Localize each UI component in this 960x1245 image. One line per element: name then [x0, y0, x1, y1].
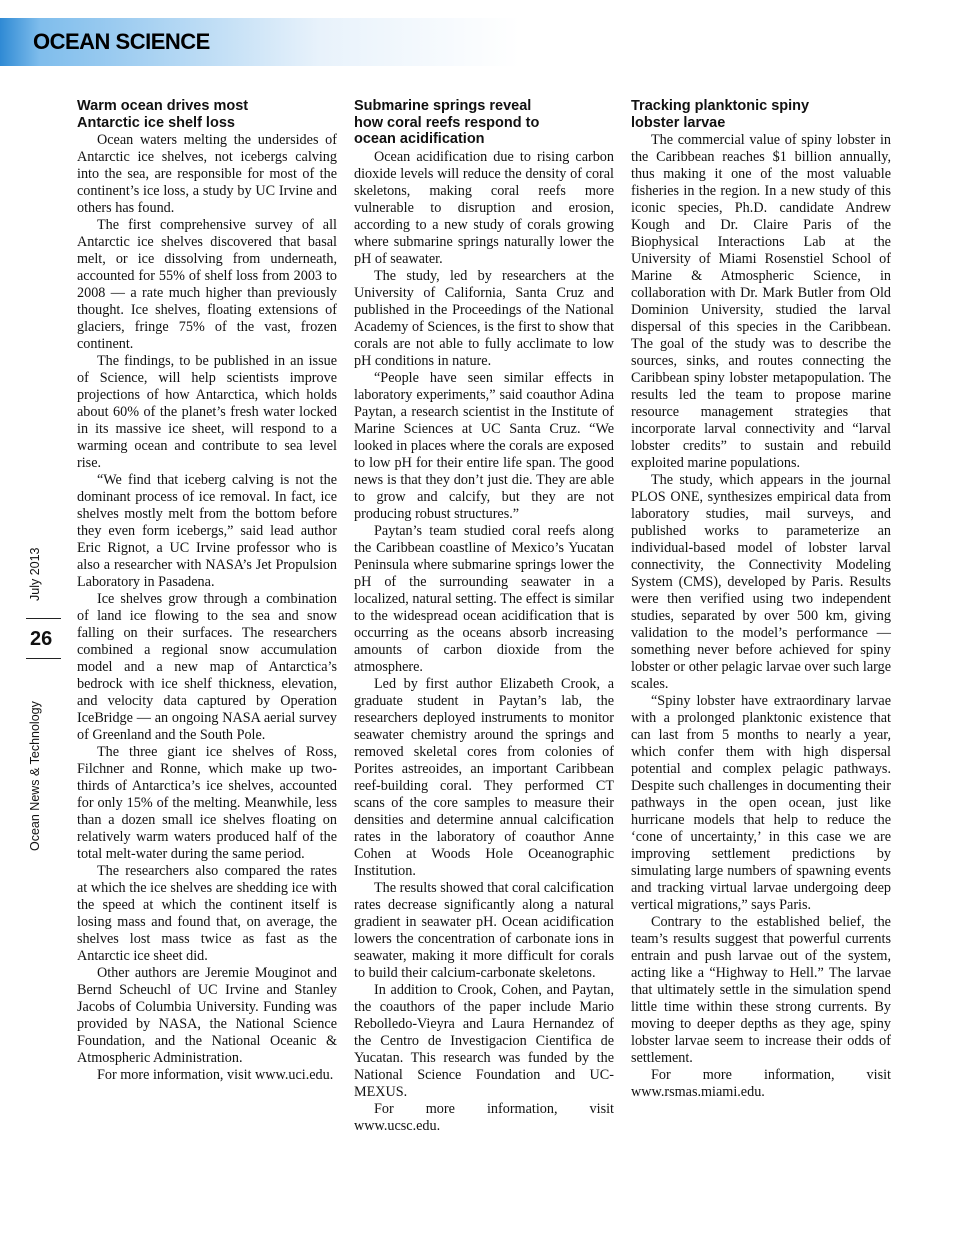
article-paragraph: “Spiny lobster have extraordinary larvae with a prolonged planktonic existence that can last from 5 months to nearly a year, which confer them with high dispersal potential and complex pelagic pathways. Despite such challenges in documenting their pathways in the open ocean, just like hurricane models that help to reduce the ‘cone of uncertainty,’ in this case we are improving settlement predictions by simulating large numbers of spawning events and tracking virtual larvae undergoing deep vertical migrations,” says Paris. — [631, 693, 891, 913]
article-info-link: For more information, visit www.rsmas.miami.edu. — [631, 1067, 891, 1100]
article-paragraph: The findings, to be published in an issue of Science, will help scientists improve projections of how Antarctica, which holds about 60% of the planet’s fresh water locked in its massive ice sheet, will respond to a warming ocean and contribute to sea level rise. — [77, 353, 337, 471]
article-spiny-lobster — [631, 98, 891, 1101]
section-title: OCEAN SCIENCE — [33, 29, 210, 54]
article-paragraph: The study, which appears in the journal PLOS ONE, synthesizes empirical data from laboratory studies, mail surveys, and published works to parameterize an individual-based model of lobster larval connectivity, the Connectivity Modeling System (CMS), developed by Paris. Results were then verified using two independent studies, separated by over 500 km, giving validation to the model’s performance — something never before achieved for spiny lobster or other pelagic larvae over such large scales. — [631, 472, 891, 692]
article-paragraph: “People have seen similar effects in laboratory experiments,” said coauthor Adina Paytan, a research scientist in the Institute of Marine Sciences at UC Santa Cruz. “We looked in places where the corals are exposed to low pH for their entire life span. The good news is that they don’t just die. They are able to grow and calcify, but they are not producing robust structures.” — [354, 369, 614, 522]
article-paragraph: Other authors are Jeremie Mouginot and Bernd Scheuchl of UC Irvine and Stanley Jacobs of Columbia University. Funding was provided by NASA, the National Science Foundation, and the National Oceanic & Atmospheric Administration. — [77, 965, 337, 1066]
article-paragraph: The researchers also compared the rates at which the ice shelves are shedding ice with the speed at which the continent itself is losing mass and found that, on average, the shelves lost mass twice as fast as the Antarctic ice sheet did. — [77, 863, 337, 964]
publication-name: Ocean News & Technology — [28, 701, 42, 851]
article-paragraph: Led by first author Elizabeth Crook, a graduate student in Paytan’s lab, the researchers deployed instruments to monitor seawater chemistry around the springs and removed skeletal cores from colonies of Porites astreoides, an important Caribbean reef-building coral. They performed CT scans of the core samples to measure their densities and determine annual calcification rates in the laboratory of coauthor Anne Cohen at Woods Hole Oceanographic Institution. — [354, 675, 614, 879]
article-ice-shelf — [77, 98, 337, 1084]
issue-date: July 2013 — [28, 547, 42, 601]
article-info-link: For more information, visit www.ucsc.edu. — [354, 1100, 614, 1134]
article-paragraph: The commercial value of spiny lobster in the Caribbean reaches $1 billion annually, thus making it one of the most valuable fisheries in the region. In a new study of this iconic species, Ph.D. candidate Andrew Kough and Dr. Claire Paris of the Biophysical Interactions Lab at the University of Miami Rosenstiel School of Marine & Atmospheric Science, in collaboration with Dr. Mark Butler from Old Dominion University, studied the larval dispersal of this species in the Caribbean. The goal of the study was to describe the sources, sinks, and routes connecting the Caribbean spiny lobster metapopulation. The results led the team to propose marine resource management strategies that incorporate larval connectivity and “larval lobster credits” to sustain and rebuild exploited marine populations. — [631, 132, 891, 471]
article-paragraph: The three giant ice shelves of Ross, Filchner and Ronne, which make up two-thirds of Antarctica’s ice shelves, accounted for only 15% of the melting. Meanwhile, less than a dozen small ice shelves floating on relatively warm waters produced half of the total melt-water during the same period. — [77, 744, 337, 862]
article-title: Submarine springs reveal how coral reefs respond to ocean acidification — [354, 98, 540, 147]
article-paragraph: Ocean acidification due to rising carbon dioxide levels will reduce the density of coral skeletons, making coral reefs more vulnerable to disruption and erosion, according to a new study of corals growing where submarine springs naturally lower the pH of seawater. — [354, 148, 614, 267]
article-paragraph: Ice shelves grow through a combination of land ice flowing to the sea and snow falling on their surfaces. The researchers combined a regional snow accumulation model and a new map of Antarctica’s bedrock with ice shelf thickness, elevation, and velocity data captured by Operation IceBridge — an ongoing NASA aerial survey of Greenland and the South Pole. — [77, 591, 337, 743]
page-number: 26 — [30, 628, 53, 650]
page-number-rule-bottom — [26, 658, 61, 659]
article-paragraph: Contrary to the established belief, the team’s results suggest that powerful currents entrain and push larvae out of the system, acting like a “Highway to Hell.” The larvae that ultimately settle in the simulation spend little time within these strong currents. By moving to deeper depths as they age, spiny lobster larvae seem to increase their odds of settlement. — [631, 914, 891, 1066]
article-info-link: For more information, visit www.uci.edu. — [97, 1067, 334, 1083]
article-paragraph: In addition to Crook, Cohen, and Paytan, the coauthors of the paper include Mario Rebolledo-Vieyra and Laura Hernandez of the Centro de Investigacion Cientifica de Yucatan. This research was funded by the National Science Foundation and UC-MEXUS. — [354, 981, 614, 1100]
article-coral-reefs — [354, 98, 614, 1135]
article-paragraph: The study, led by researchers at the University of California, Santa Cruz and published in the Proceedings of the National Academy of Sciences, is the first to show that corals are not able to fully acclimate to low pH conditions in nature. — [354, 267, 614, 369]
page-number-rule-top — [26, 618, 61, 619]
article-paragraph: The results showed that coral calcification rates decrease significantly along a natural gradient in seawater pH. Ocean acidification lowers the concentration of carbonate ions in seawater, making it more difficult for corals to build their calcium-carbonate skeletons. — [354, 879, 614, 981]
article-paragraph: “We find that iceberg calving is not the dominant process of ice removal. In fact, ice shelves mostly melt from the bottom before they even form icebergs,” said lead author Eric Rignot, a UC Irvine professor who is also a researcher with NASA’s Jet Propulsion Laboratory in Pasadena. — [77, 472, 337, 590]
article-paragraph: Paytan’s team studied coral reefs along the Caribbean coastline of Mexico’s Yucatan Peninsula where submarine springs lower the pH of the surrounding seawater in a localized, natural setting. The effect is similar to the widespread ocean acidification that is occurring as the oceans absorb increasing amounts of carbon dioxide from the atmosphere. — [354, 522, 614, 675]
article-title: Tracking planktonic spiny lobster larvae — [631, 98, 810, 131]
article-paragraph: The first comprehensive survey of all Antarctic ice shelves discovered that basal melt, or ice dissolving from underneath, accounted for 55% of shelf loss from 2003 to 2008 — a rate much higher than previously thought. Ice shelves, floating extensions of glaciers, fringe 75% of the vast, frozen continent. — [77, 217, 337, 352]
sidebar-label — [28, 549, 48, 849]
article-title: Warm ocean drives most Antarctic ice shelf loss — [77, 98, 249, 131]
article-paragraph: Ocean waters melting the undersides of Antarctic ice shelves, not icebergs calving into the sea, are responsible for most of the continent’s ice loss, a study by UC Irvine and others has found. — [77, 132, 337, 216]
